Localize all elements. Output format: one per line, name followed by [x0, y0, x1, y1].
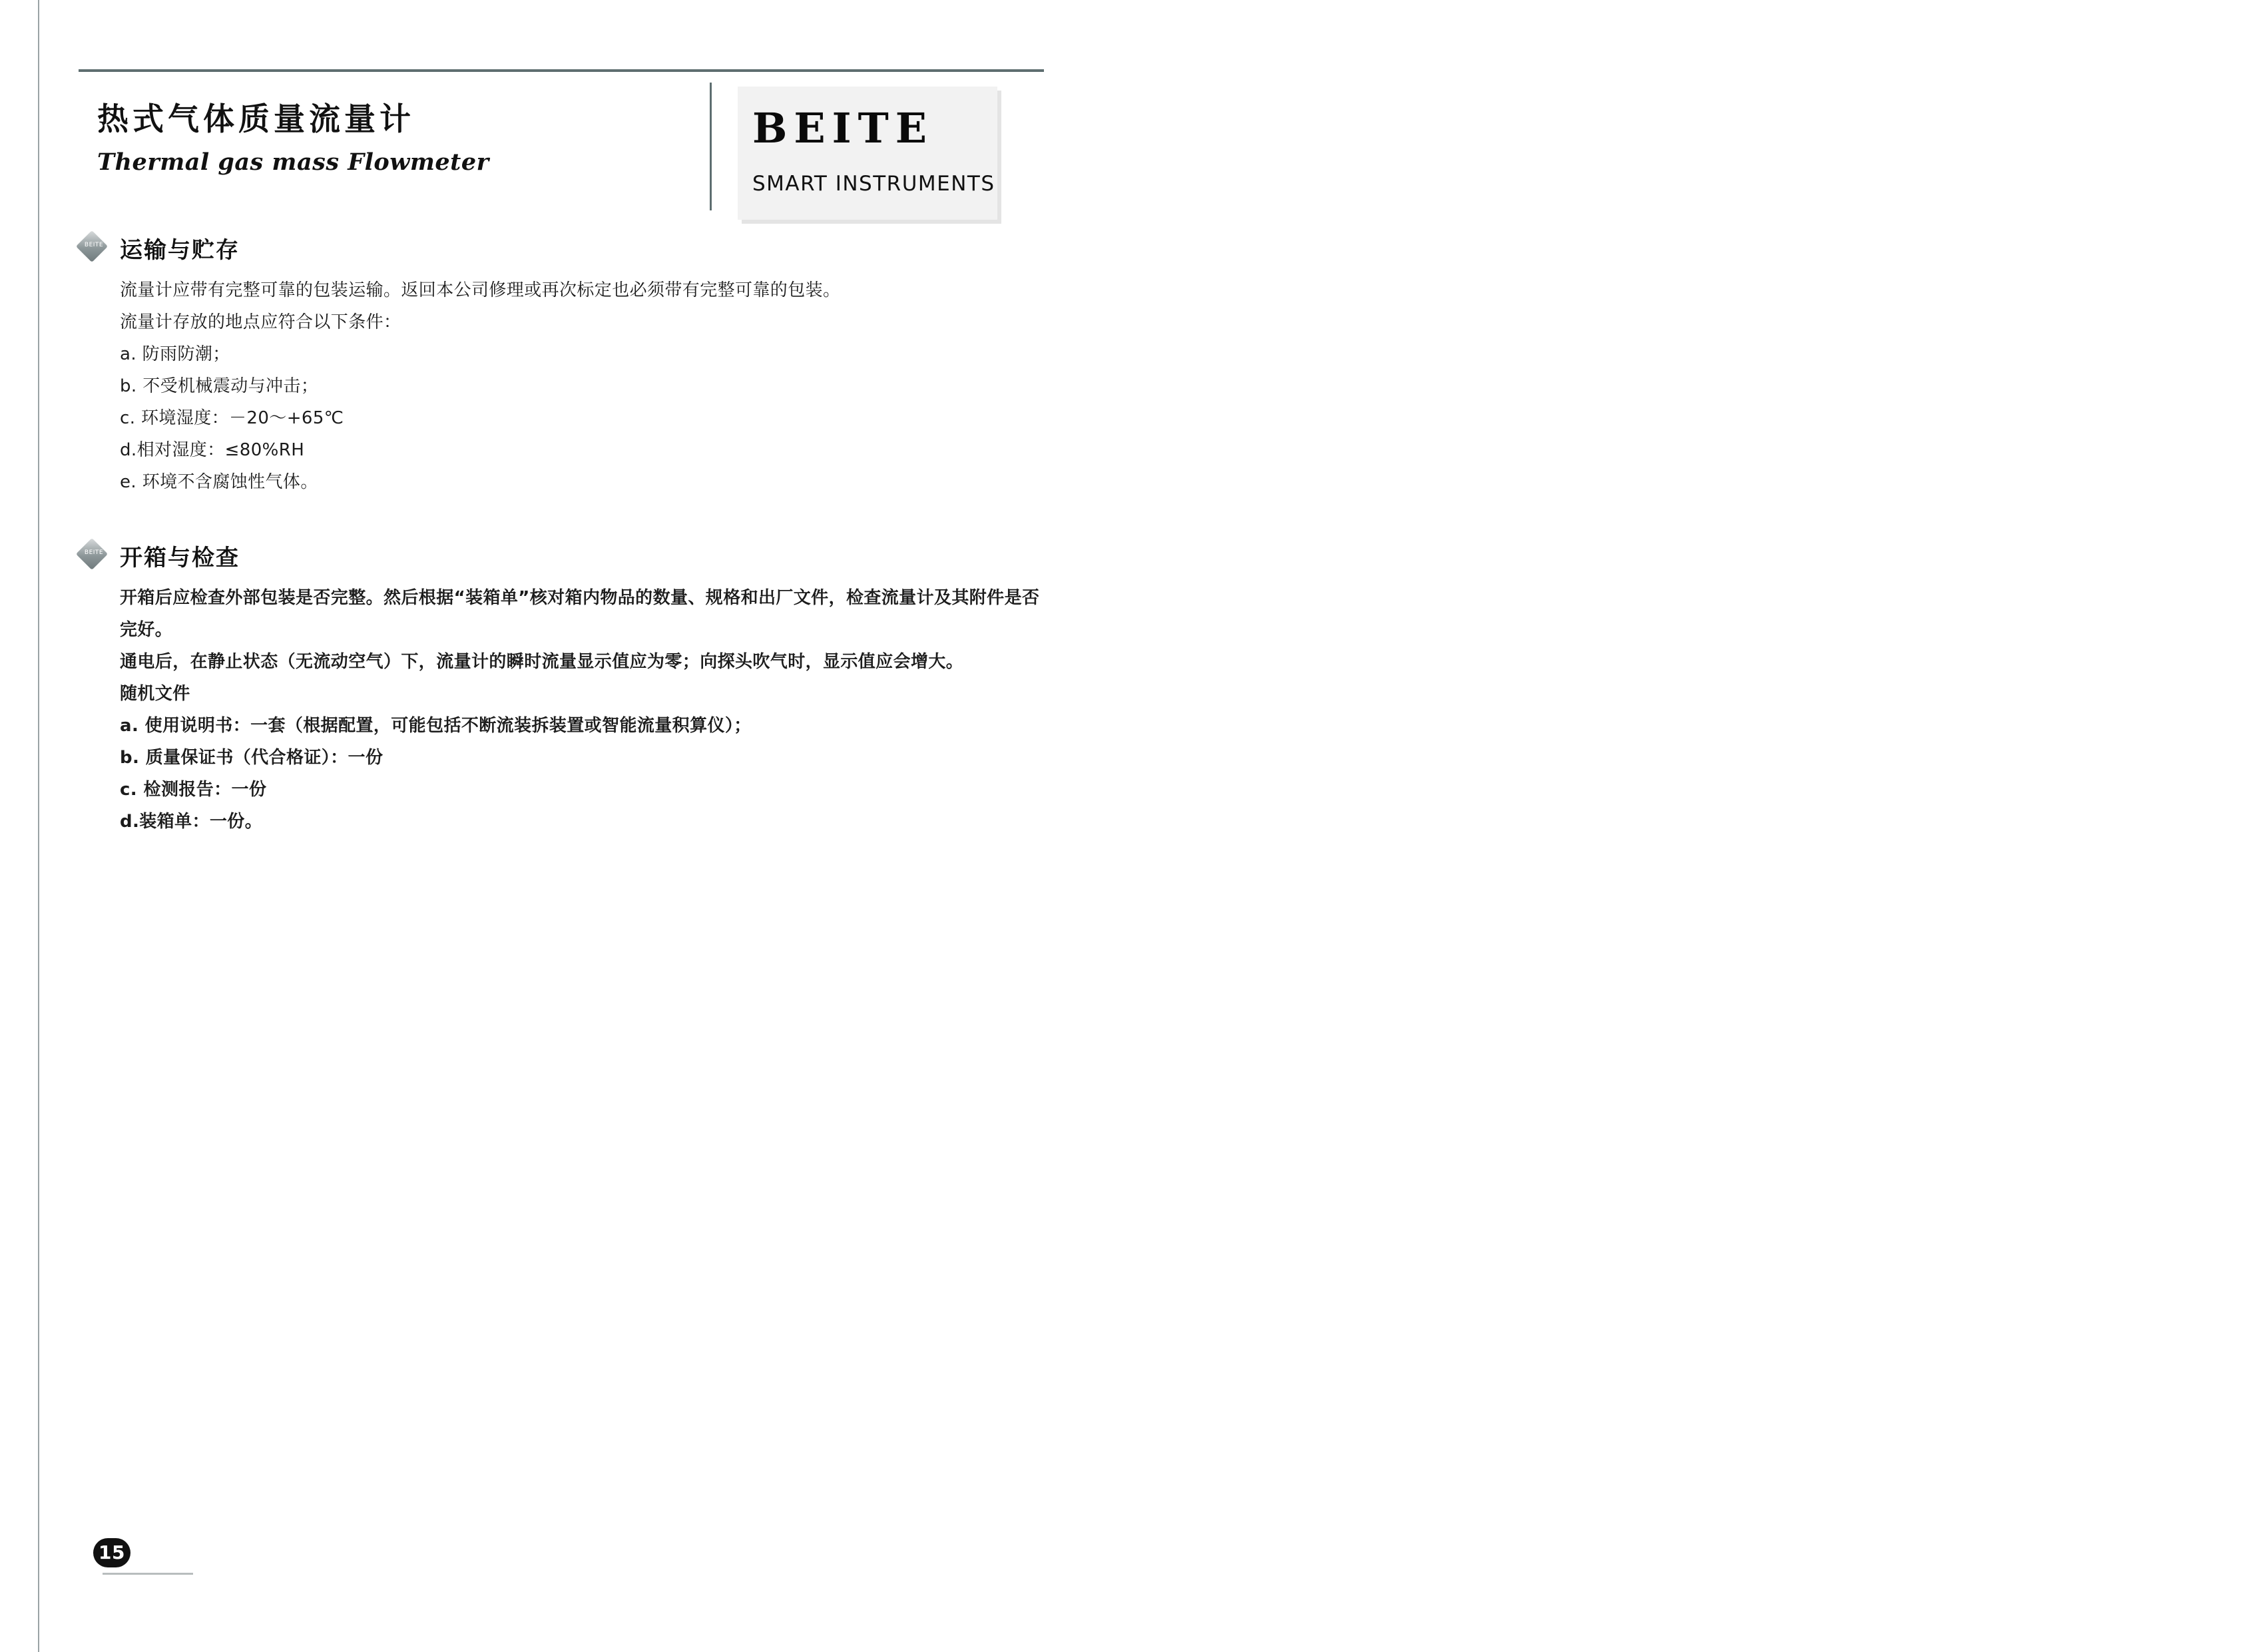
page-title-cn: 热式气体质量流量计 — [97, 101, 415, 138]
section-title: 开箱与检查 — [120, 545, 240, 571]
page-footer — [93, 1538, 253, 1578]
paragraph: 流量计存放的地点应符合以下条件： — [120, 312, 401, 332]
section-heading — [79, 232, 1077, 266]
list-item: b. 不受机械震动与冲击； — [120, 376, 319, 396]
diamond-bullet-label: BEITE — [84, 242, 104, 248]
list-item: b. 质量保证书（代合格证）：一份 — [120, 748, 383, 768]
page-number-rule — [103, 1573, 193, 1575]
list-item: a. 防雨防潮； — [120, 344, 230, 364]
section-title: 运输与贮存 — [120, 237, 240, 264]
brand-logo — [738, 87, 997, 220]
paragraph: 流量计应带有完整可靠的包装运输。返回本公司修理或再次标定也必须带有完整可靠的包装。 — [120, 280, 841, 300]
header-divider — [710, 83, 712, 210]
subheading: 随机文件 — [120, 684, 190, 704]
section-body — [79, 274, 1077, 498]
page-title — [97, 95, 489, 176]
page-title-en: Thermal gas mass Flowmeter — [97, 148, 489, 176]
list-item: d.装箱单：一份。 — [120, 812, 263, 832]
list-item: c. 检测报告：一份 — [120, 780, 267, 800]
list-item: c. 环境湿度：－20～+65℃ — [120, 408, 344, 428]
section-body — [79, 582, 1077, 838]
brand-tagline: SMART INSTRUMENTS — [752, 172, 995, 196]
section-heading — [79, 539, 1077, 574]
page-number: 15 — [93, 1538, 130, 1567]
diamond-bullet-label: BEITE — [84, 549, 104, 556]
list-item: d.相对湿度：≤80%RH — [120, 440, 305, 460]
list-item: a. 使用说明书：一套（根据配置，可能包括不断流装拆装置或智能流量积算仪）； — [120, 716, 752, 736]
section-transport-storage — [79, 232, 1077, 498]
section-unpacking-inspection — [79, 539, 1077, 838]
diamond-bullet-icon — [79, 541, 109, 571]
paragraph: 开箱后应检查外部包装是否完整。然后根据“装箱单”核对箱内物品的数量、规格和出厂文件，检查流量计及其附件是否完好。 — [120, 588, 1040, 640]
binding-rule — [38, 0, 39, 1652]
page-header — [79, 69, 1044, 222]
brand-name: BEITE — [752, 104, 934, 152]
list-item: e. 环境不含腐蚀性气体。 — [120, 472, 318, 492]
paragraph: 通电后，在静止状态（无流动空气）下，流量计的瞬时流量显示值应为零；向探头吹气时，显示值应会增大。 — [120, 652, 964, 672]
header-top-rule — [79, 69, 1044, 72]
diamond-bullet-icon — [79, 233, 109, 264]
